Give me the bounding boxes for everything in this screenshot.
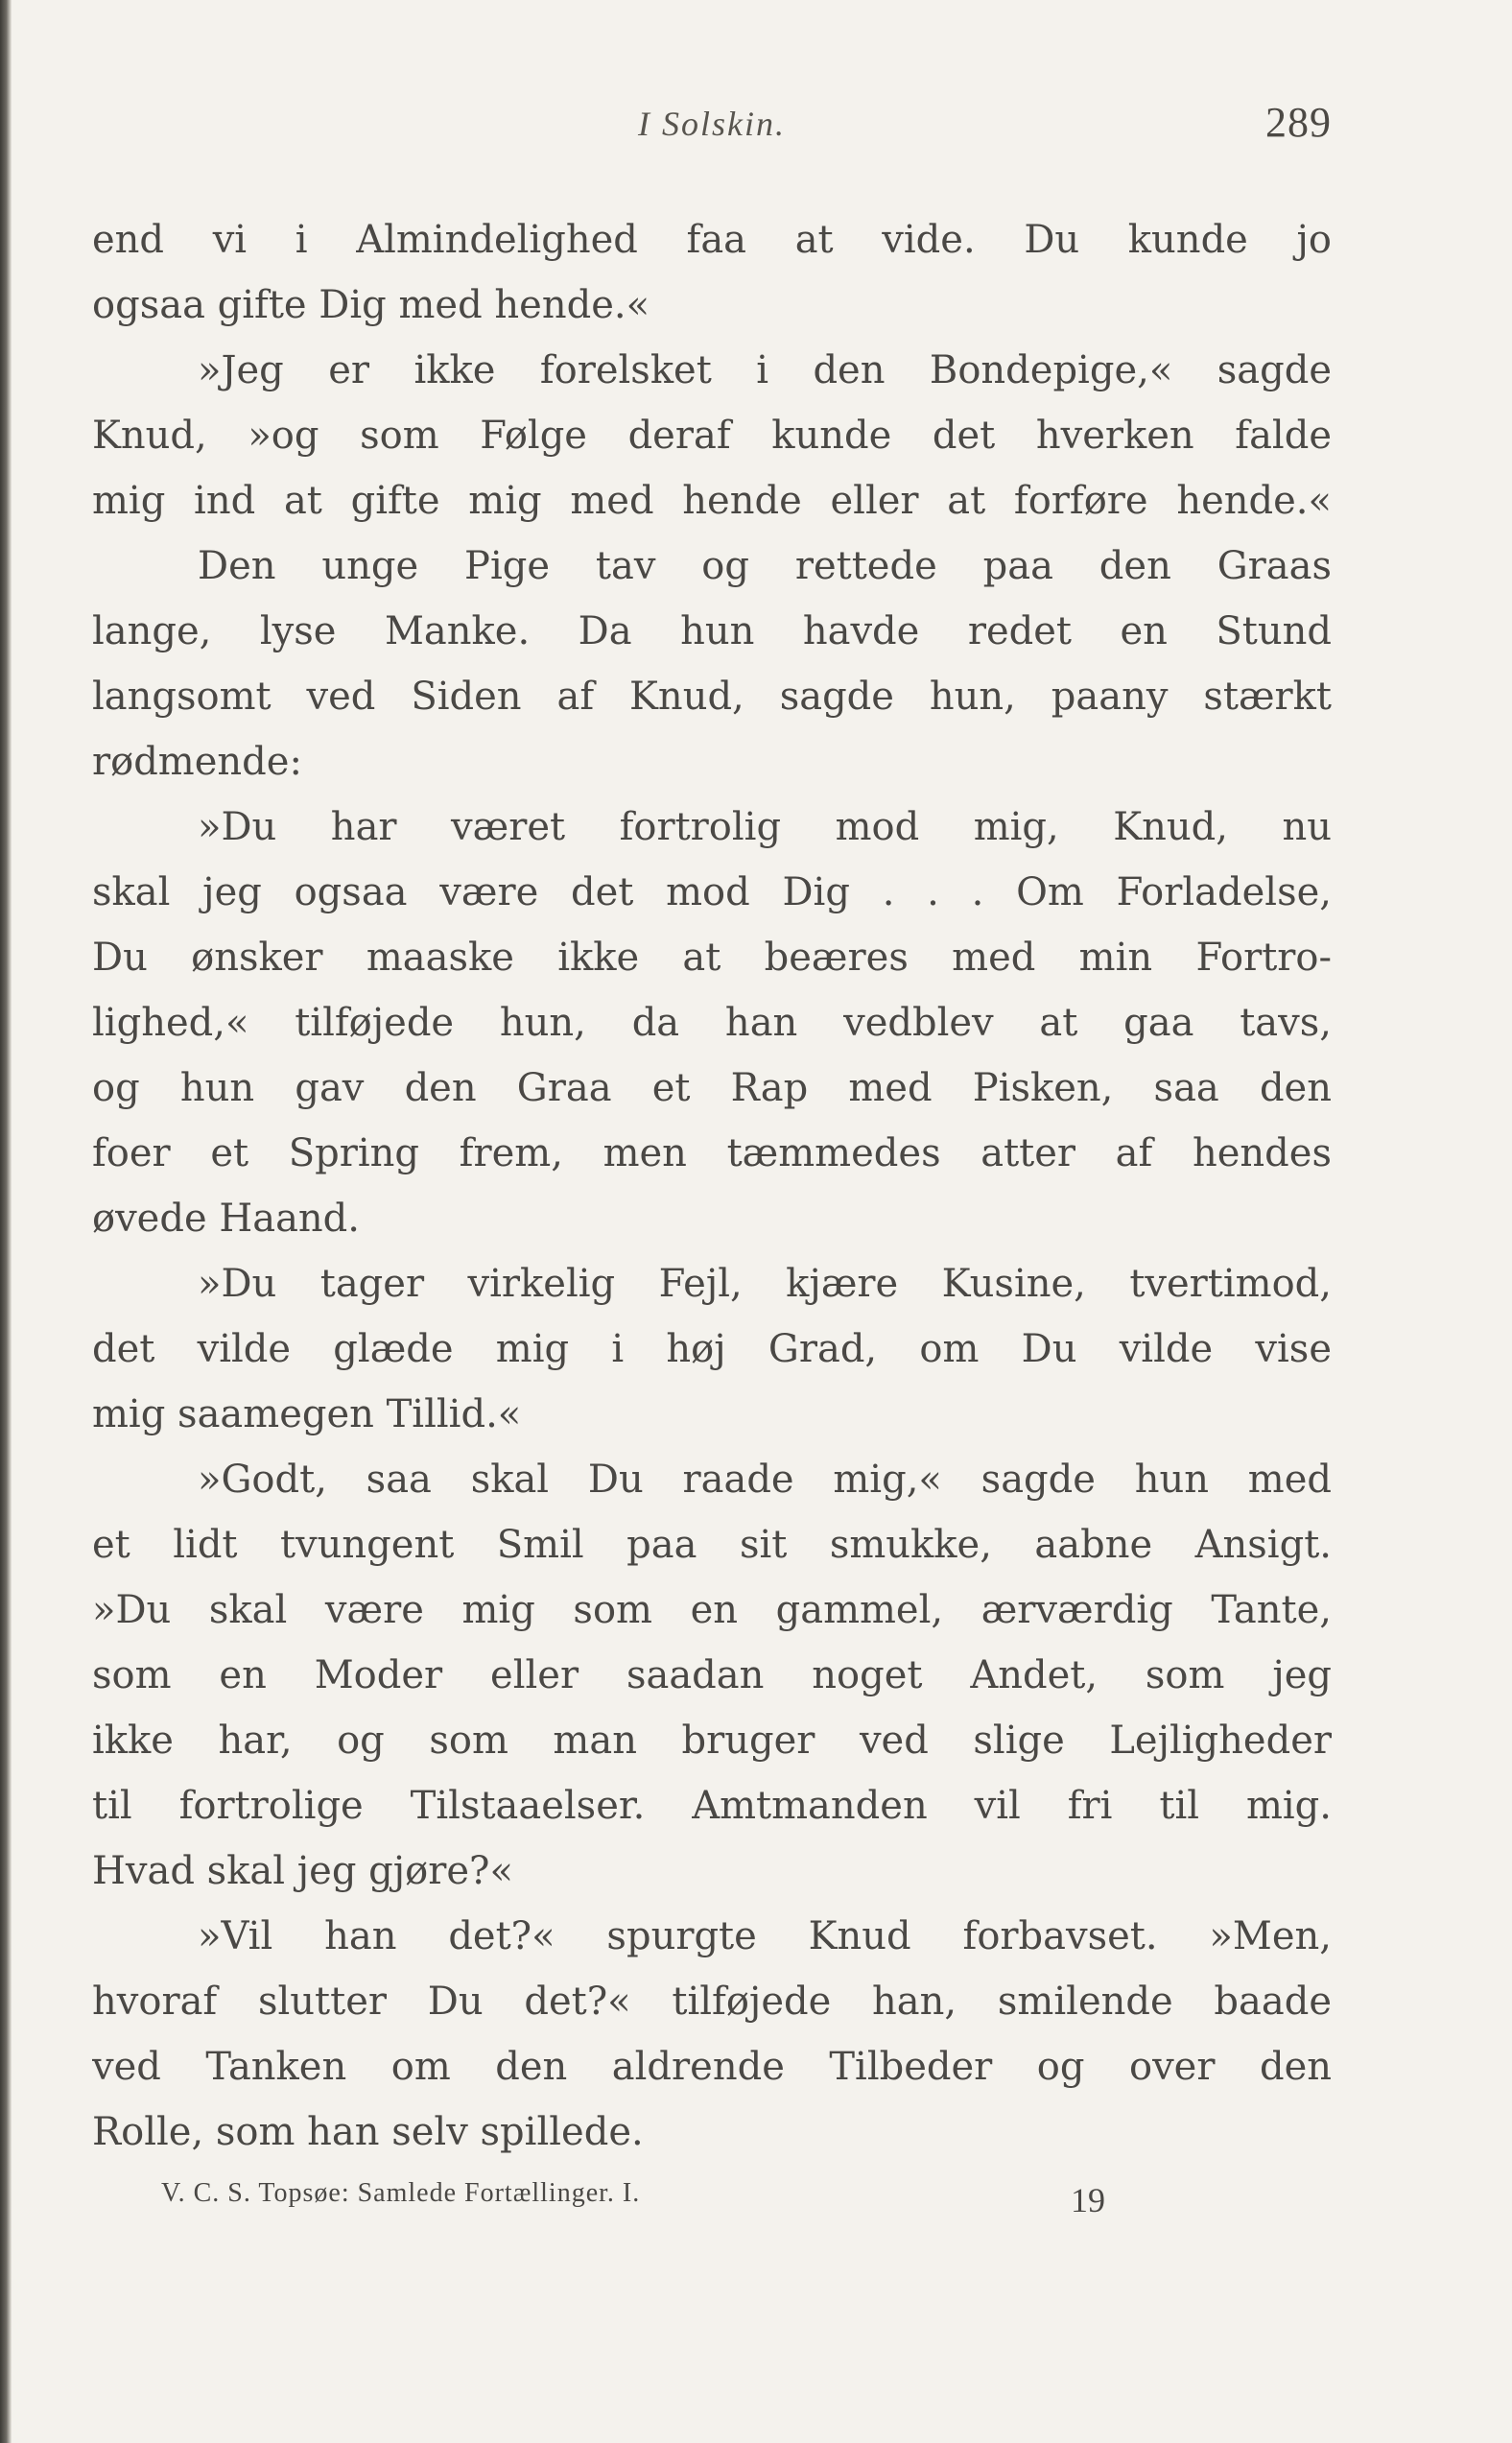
text-line: end vi i Almindelighed faa at vide. Du kunde jo (92, 218, 1332, 262)
text-line: »Jeg er ikke forelsket i den Bondepige,« sagde (198, 348, 1332, 392)
text-line: mig ind at gifte mig med hende eller at forføre hende.« (92, 479, 1332, 523)
text-line: Du ønsker maaske ikke at beæres med min Fortro- (92, 936, 1332, 980)
page-header (92, 92, 1332, 150)
text-line: det vilde glæde mig i høj Grad, om Du vilde vise (92, 1327, 1332, 1371)
text-line: ogsaa gifte Dig med hende.« (92, 283, 650, 327)
text-line: Hvad skal jeg gjøre?« (92, 1849, 513, 1893)
text-line: Den unge Pige tav og rettede paa den Graas (198, 544, 1332, 588)
text-line: mig saamegen Tillid.« (92, 1392, 522, 1436)
page-number: 289 (1265, 99, 1332, 146)
text-line: ikke har, og som man bruger ved slige Lejligheder (92, 1719, 1332, 1763)
text-line: ved Tanken om den aldrende Tilbeder og over den (92, 2045, 1332, 2089)
text-line: »Vil han det?« spurgte Knud forbavset. »Men, (198, 1914, 1332, 1958)
text-line: Knud, »og som Følge deraf kunde det hverken falde (92, 414, 1332, 458)
text-line: »Du tager virkelig Fejl, kjære Kusine, tvertimod, (198, 1262, 1332, 1306)
text-line: og hun gav den Graa et Rap med Pisken, saa den (92, 1066, 1332, 1110)
text-line: rødmende: (92, 740, 302, 784)
running-title: I Solskin. (638, 105, 786, 143)
text-line: lange, lyse Manke. Da hun havde redet en Stund (92, 609, 1332, 653)
signature-mark: 19 (1071, 2181, 1105, 2219)
text-line: foer et Spring frem, men tæmmedes atter af hendes (92, 1131, 1332, 1175)
body-text (92, 207, 1332, 2165)
text-line: »Du skal være mig som en gammel, ærværdig Tante, (92, 1588, 1332, 1632)
text-line: et lidt tvungent Smil paa sit smukke, aabne Ansigt. (92, 1523, 1332, 1567)
text-line: skal jeg ogsaa være det mod Dig . . . Om Forladelse, (92, 870, 1332, 914)
text-line: Rolle, som han selv spillede. (92, 2110, 644, 2154)
text-line: øvede Haand. (92, 1197, 361, 1241)
text-line: »Godt, saa skal Du raade mig,« sagde hun med (198, 1458, 1332, 1502)
text-line: til fortrolige Tilstaaelser. Amtmanden vil fri til mig. (92, 1784, 1332, 1828)
imprint-footer: V. C. S. Topsøe: Samlede Fortællinger. I. (161, 2178, 641, 2208)
text-line: »Du har været fortrolig mod mig, Knud, nu (198, 805, 1332, 849)
text-line: hvoraf slutter Du det?« tilføjede han, smilende baade (92, 1980, 1332, 2024)
book-spine-edge (0, 0, 12, 2443)
text-line: som en Moder eller saadan noget Andet, som jeg (92, 1653, 1332, 1697)
text-line: langsomt ved Siden af Knud, sagde hun, paany stærkt (92, 675, 1332, 719)
text-line: lighed,« tilføjede hun, da han vedblev at gaa tavs, (92, 1001, 1332, 1045)
